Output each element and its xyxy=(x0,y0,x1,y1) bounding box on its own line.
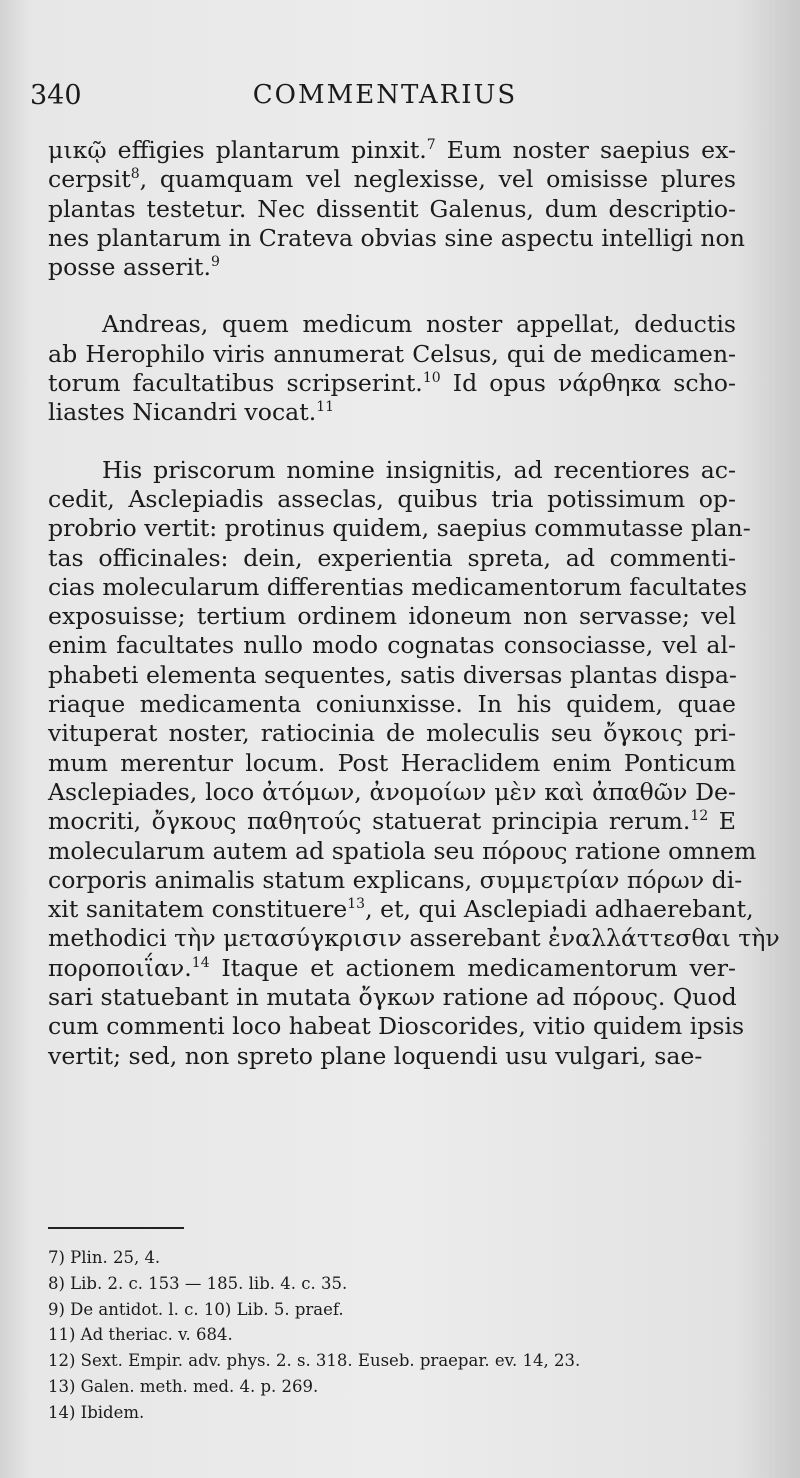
text-line xyxy=(48,895,754,924)
line-text: ποροποιΐαν. xyxy=(48,953,192,982)
line-text: Id opus νάρθηκα scho- xyxy=(440,369,736,398)
text-line xyxy=(48,954,736,983)
line-text: cum commenti loco habeat Dioscorides, vitio quidem ipsis xyxy=(48,1012,745,1041)
text-line xyxy=(48,310,736,339)
paragraph xyxy=(48,455,780,1071)
footnotes xyxy=(48,1245,748,1426)
text-line xyxy=(48,749,736,778)
line-text: liastes Nicandri vocat. xyxy=(48,398,317,427)
line-text: Andreas, quem medicum noster appellat, deductis xyxy=(102,310,736,339)
footnote-ref: 11 xyxy=(316,399,335,416)
line-text: probrio vertit: protinus quidem, saepius commutasse plan- xyxy=(48,514,751,543)
footnote-ref: 10 xyxy=(422,370,441,387)
page-number: 340 xyxy=(30,80,82,111)
footnote-ref: 13 xyxy=(347,896,366,913)
text-line xyxy=(48,778,736,807)
line-text: , quamquam vel neglexisse, vel omisisse plures xyxy=(139,165,736,194)
line-text: posse asserit. xyxy=(48,253,212,282)
text-line xyxy=(48,661,736,690)
text-line xyxy=(48,340,736,369)
line-text: mum merentur locum. Post Heraclidem enim Ponticum xyxy=(48,748,736,777)
line-text: mocriti, ὄγκους παθητούς statuerat principia rerum. xyxy=(48,807,691,836)
line-text: plantas testetur. Nec dissentit Galenus, dum descriptio- xyxy=(48,194,736,223)
body-text xyxy=(48,136,780,1071)
line-text: corporis animalis statum explicans, συμμετρίαν πόρων di- xyxy=(48,865,743,894)
line-text: cias molecularum differentias medicamentorum facultates xyxy=(48,572,748,601)
text-line xyxy=(48,924,780,953)
text-line xyxy=(48,719,736,748)
text-line xyxy=(48,1012,745,1041)
text-line xyxy=(48,165,736,194)
running-head: COMMENTARIUS xyxy=(252,80,518,110)
footnote: 9) De antidot. l. c. 10) Lib. 5. praef. xyxy=(48,1299,344,1319)
text-line xyxy=(48,602,736,631)
text-line xyxy=(48,865,743,895)
line-text: Itaque et actionem medicamentorum ver- xyxy=(209,953,736,982)
line-text: E xyxy=(708,807,736,836)
text-line xyxy=(48,631,736,660)
text-line xyxy=(48,807,736,836)
line-text: cedit, Asclepiadis asseclas, quibus tria potissimum op- xyxy=(48,484,736,513)
text-line xyxy=(48,456,736,485)
line-text: riaque medicamenta coniunxisse. In his quidem, quae xyxy=(48,690,736,719)
page-header xyxy=(30,80,740,120)
text-line xyxy=(48,544,736,573)
paragraph xyxy=(48,136,745,282)
line-text: methodici τὴν μετασύγκρισιν asserebant ἐναλλάττεσθαι τὴν xyxy=(48,924,780,953)
line-text: nes plantarum in Crateva obvias sine aspectu intelligi non xyxy=(48,223,745,252)
footnote-ref: 7 xyxy=(426,137,436,154)
line-text: ab Herophilo viris annumerat Celsus, qui de medicamen- xyxy=(48,339,736,368)
text-line xyxy=(48,136,736,165)
footnote-ref: 12 xyxy=(690,808,709,825)
paragraph xyxy=(48,310,736,427)
text-line xyxy=(48,836,757,866)
line-text: μικῷ effigies plantarum pinxit. xyxy=(48,136,427,164)
footnote-ref: 8 xyxy=(130,166,140,183)
footnote: 12) Sext. Empir. adv. phys. 2. s. 318. Euseb. praepar. ev. 14, 23. xyxy=(48,1351,581,1371)
footnote: 7) Plin. 25, 4. xyxy=(48,1248,161,1267)
line-text: , et, qui Asclepiadi adhaerebant, xyxy=(365,895,754,924)
line-text: molecularum autem ad spatiola seu πόρους ratione omnem xyxy=(48,836,757,865)
text-line xyxy=(48,572,748,602)
text-line xyxy=(48,983,736,1012)
text-line xyxy=(48,223,745,253)
line-text: exposuisse; tertium ordinem idoneum non servasse; vel xyxy=(48,602,736,631)
text-line xyxy=(48,485,736,514)
footnote: 11) Ad theriac. v. 684. xyxy=(48,1325,233,1345)
text-line xyxy=(48,398,736,427)
line-text: His priscorum nomine insignitis, ad recentiores ac- xyxy=(102,455,736,484)
line-text: phabeti elementa sequentes, satis diversas plantas dispa- xyxy=(48,660,737,689)
line-text: cerpsit xyxy=(48,165,131,194)
text-line xyxy=(48,369,736,398)
footnote-rule xyxy=(48,1227,184,1229)
line-text: Eum noster saepius ex- xyxy=(435,136,736,164)
footnote: 8) Lib. 2. c. 153 — 185. lib. 4. c. 35. xyxy=(48,1273,348,1293)
text-line xyxy=(48,1042,736,1071)
line-text: vertit; sed, non spreto plane loquendi usu vulgari, sae- xyxy=(48,1041,703,1070)
line-text: tas officinales: dein, experientia spreta, ad commenti- xyxy=(48,543,736,572)
footnote: 14) Ibidem. xyxy=(48,1402,145,1422)
line-text: torum facultatibus scripserint. xyxy=(48,369,423,398)
line-text: vituperat noster, ratiocinia de moleculis seu ὄγκοις pri- xyxy=(48,719,736,748)
line-text: enim facultates nullo modo cognatas consociasse, vel al- xyxy=(48,631,736,660)
line-text: sari statuebant in mutata ὄγκων ratione ad πόρους. Quod xyxy=(48,983,737,1012)
text-line xyxy=(48,253,736,282)
text-line xyxy=(48,195,736,224)
text-line xyxy=(48,690,736,719)
text-line xyxy=(48,514,751,543)
footnote-ref: 9 xyxy=(211,254,220,271)
line-text: xit sanitatem constituere xyxy=(48,895,348,924)
footnote: 13) Galen. meth. med. 4. p. 269. xyxy=(48,1376,319,1396)
footnote-ref: 14 xyxy=(191,954,210,971)
line-text: Asclepiades, loco ἀτόμων, ἀνομοίων μὲν καὶ ἀπαθῶν De- xyxy=(48,777,736,806)
